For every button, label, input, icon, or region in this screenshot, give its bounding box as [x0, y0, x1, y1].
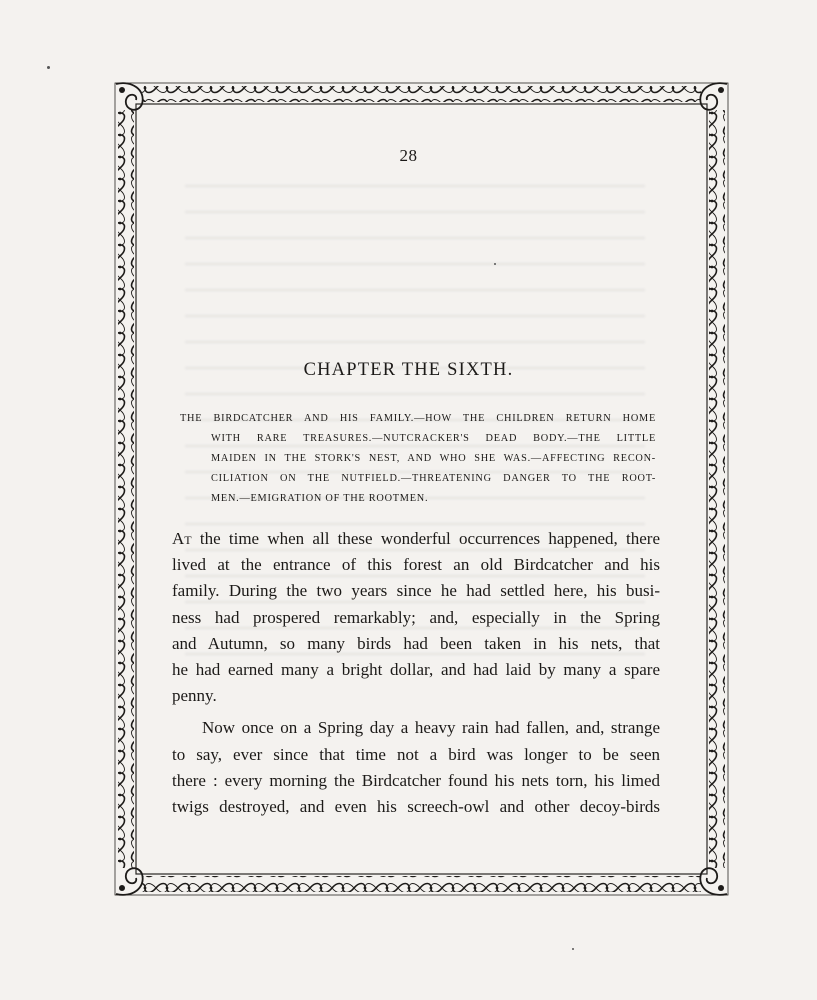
paragraph-line: ness had prospered remarkably; and, especially in the Spring	[172, 607, 660, 627]
paragraph-line	[172, 526, 660, 552]
summary-line: WITH RARE TREASURES.—NUTCRACKER'S DEAD BODY.—THE LITTLE	[211, 433, 656, 444]
paragraph-line: penny.	[172, 686, 217, 706]
paragraph-line: he had earned many a bright dollar, and had laid by many a spare	[172, 660, 660, 680]
paragraph-line-text: the time when all these wonderful occurrences happened, there	[191, 529, 660, 548]
paragraph-line: to say, ever since that time not a bird was longer to be seen	[172, 744, 660, 764]
summary-line: MEN.—EMIGRATION OF THE ROOTMEN.	[211, 493, 429, 504]
paragraph-line: there : every morning the Birdcatcher found his nets torn, his limed	[172, 770, 660, 790]
summary-line: THE BIRDCATCHER AND HIS FAMILY.—HOW THE CHILDREN RETURN HOME	[180, 413, 656, 424]
drop-word: At	[172, 529, 192, 548]
summary-line: MAIDEN IN THE STORK'S NEST, AND WHO SHE WAS.—AFFECTING RECON-	[211, 453, 656, 464]
paper-speck	[494, 263, 496, 265]
body-text	[172, 526, 660, 820]
paragraph-line: family. During the two years since he had settled here, his busi-	[172, 581, 660, 601]
paper-speck	[572, 948, 574, 950]
page-number: 28	[399, 146, 418, 165]
paragraph-line: twigs destroyed, and even his screech-owl and other decoy-birds	[172, 797, 660, 817]
paragraph-line: lived at the entrance of this forest an old Birdcatcher and his	[172, 555, 660, 575]
chapter-title: CHAPTER THE SIXTH.	[303, 360, 514, 380]
summary-line: CILIATION ON THE NUTFIELD.—THREATENING DANGER TO THE ROOT-	[211, 473, 656, 484]
paragraph-line: Now once on a Spring day a heavy rain had fallen, and, strange	[202, 718, 660, 738]
paragraph-line: and Autumn, so many birds had been taken in his nets, that	[172, 633, 660, 653]
paper-speck	[47, 66, 50, 69]
chapter-summary	[180, 409, 656, 509]
